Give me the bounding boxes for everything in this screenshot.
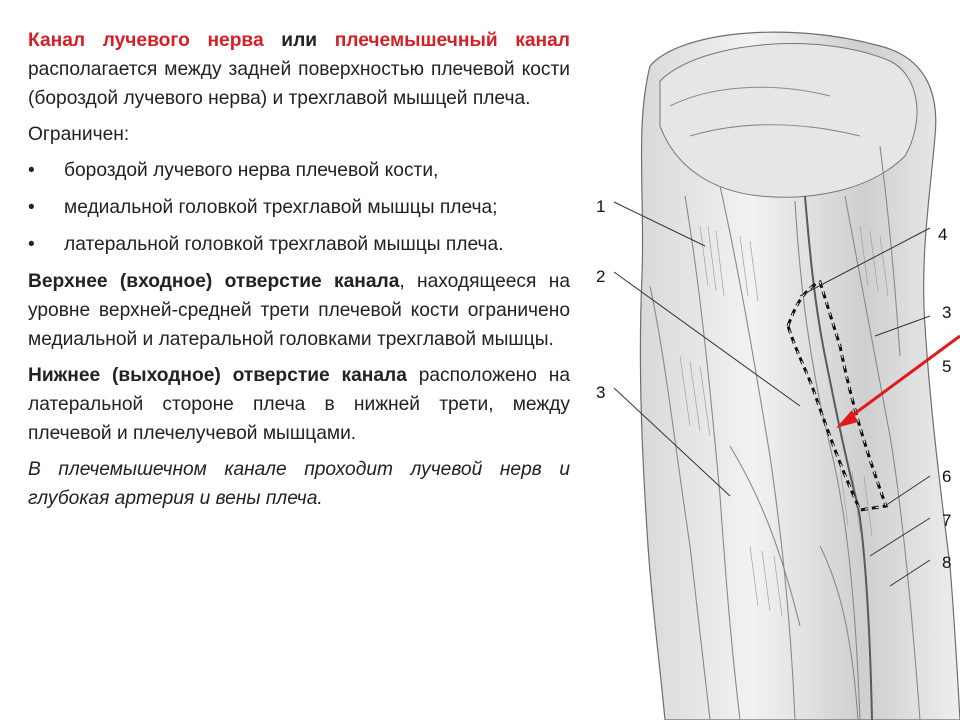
list-item: • латеральной головкой трехглавой мышцы плеча. — [28, 230, 570, 259]
list-item: • бороздой лучевого нерва плечевой кости, — [28, 156, 570, 185]
figure-label-1: 1 — [596, 197, 606, 216]
intro-paragraph — [28, 26, 570, 113]
term-humeromuscular-canal: плечемышечный канал — [334, 30, 570, 51]
lower-opening-paragraph — [28, 361, 570, 448]
lower-opening-term: Нижнее (выходное) отверстие канала — [28, 365, 407, 386]
term-connector: или — [263, 30, 335, 51]
intro-rest: располагается между задней поверхностью плечевой кости (бороздой лучевого нерва) и трехглавой мышцей плеча. — [28, 59, 570, 109]
figure-label-3-right: 3 — [942, 303, 952, 322]
figure-label-6: 6 — [942, 467, 952, 486]
lower-opening-rest: расположено на латеральной стороне плеча в нижней трети, между плечевой и плечелучевой мышцами. — [28, 365, 570, 444]
contents-note: В плечемышечном канале проходит лучевой нерв и глубокая артерия и вены плеча. — [28, 459, 570, 509]
arm-illustration — [590, 26, 960, 720]
figure-label-5: 5 — [942, 357, 952, 376]
bounded-heading: Ограничен: — [28, 124, 130, 145]
deltoid-shape — [660, 44, 917, 198]
term-radial-nerve-canal: Канал лучевого нерва — [28, 30, 264, 51]
anatomy-figure — [590, 26, 960, 720]
bounded-list — [28, 156, 570, 259]
figure-label-8: 8 — [942, 553, 952, 572]
upper-opening-paragraph — [28, 267, 570, 354]
list-item: • медиальной головкой трехглавой мышцы плеча; — [28, 193, 570, 222]
slide-text — [28, 26, 570, 520]
figure-label-2: 2 — [596, 267, 606, 286]
figure-label-3-left: 3 — [596, 383, 606, 402]
figure-label-4: 4 — [938, 225, 948, 244]
upper-opening-term: Верхнее (входное) отверстие канала — [28, 271, 400, 292]
upper-opening-rest: , находящееся на уровне верхней-средней трети плечевой кости ограничено медиальной и латеральной головками трехглавой мышцы. — [28, 271, 570, 350]
figure-label-7: 7 — [942, 511, 952, 530]
